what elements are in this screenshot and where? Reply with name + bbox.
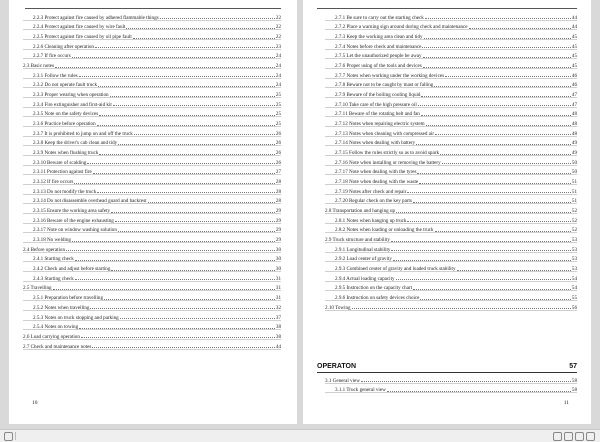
toc-entry-title: 2.7.7 Notes when working under the working devices: [335, 72, 445, 79]
toc-entry[interactable]: [23, 88, 281, 98]
toc-entry-title: 2.7.15 Follow the rules strictly so as to avoid spark: [335, 150, 439, 157]
toc-entry-page: 26: [275, 130, 281, 137]
toc-entry-title: 2.2.7 If fire occurs: [33, 53, 71, 60]
toc-entry[interactable]: [325, 11, 577, 21]
toc-entry[interactable]: [23, 262, 281, 272]
toc-entry-title: 2.3.12 If fire occurs: [33, 179, 74, 186]
toc-entry-page: 45: [571, 34, 577, 41]
toc-entry-page: 45: [571, 43, 577, 50]
toc-entry-page: 24: [275, 53, 281, 60]
toc-entry-page: 38: [275, 333, 281, 340]
chapter-heading[interactable]: [317, 360, 577, 373]
toc-entry-page: 47: [571, 92, 577, 99]
toc-entry-title: 2.3.2 Do not operate fault truck: [33, 82, 98, 89]
toc-entry[interactable]: [23, 233, 281, 243]
toc-entry-page: 44: [571, 14, 577, 21]
toc-entry-page: 55: [571, 295, 577, 302]
toc-entry-title: 2.3.7 It is prohibited to jump on and off the truck: [33, 130, 133, 137]
toc-entry-title: 2.3 Basic notes: [23, 63, 54, 70]
toc-entry-title: 2.3.18 No welding: [33, 237, 71, 244]
toc-entry[interactable]: [325, 282, 577, 292]
toc-entry-page: 29: [275, 208, 281, 215]
toc-entry-title: 2.2.5 Protect against fire caused by oil pipe fault: [33, 34, 132, 41]
toc-entry[interactable]: [325, 185, 577, 195]
toc-entry-title: 2.7.1 Be sure to carry out the starting check: [335, 14, 424, 21]
toc-entry-title: 2.7.19 Notes after check and repair: [335, 188, 407, 195]
toc-entry[interactable]: [325, 117, 577, 127]
toc-entry[interactable]: [23, 137, 281, 147]
toc-entry-title: 2.8 Transportation and hanging up: [325, 208, 396, 215]
page-number-right: 11: [563, 400, 569, 406]
chapter-page: 57: [569, 362, 577, 370]
toc-entry-title: 2.7.10 Take care of the high pressure oil: [335, 101, 417, 108]
toc-entry-title: 2.3.11 Protection against fire: [33, 169, 92, 176]
toc-entry-title: 2.7.11 Beware of the rotating belt and fan: [335, 111, 420, 118]
toc-entry[interactable]: [23, 146, 281, 156]
toc-entry[interactable]: [325, 108, 577, 118]
toc-entry-page: 44: [275, 343, 281, 350]
toc-entry[interactable]: [325, 50, 577, 60]
toc-entry[interactable]: [23, 330, 281, 340]
chapter-title: OPERATON: [317, 362, 357, 370]
toc-entry-title: 3.1 General view: [325, 377, 360, 384]
toc-entry[interactable]: [23, 79, 281, 89]
toc-entry-title: 2.7.14 Notes when dealing with battery: [335, 140, 416, 147]
toc-entry-title: 2.7.5 Let the unauthorized people be away: [335, 53, 422, 60]
toc-entry[interactable]: [23, 272, 281, 282]
toc-entry-page: 53: [571, 266, 577, 273]
toc-entry-page: 29: [275, 237, 281, 244]
toc-entry[interactable]: [325, 88, 577, 98]
toc-entry-page: 46: [571, 72, 577, 79]
row-rule: [325, 310, 577, 311]
toc-entry[interactable]: [23, 185, 281, 195]
toc-entry[interactable]: [325, 79, 577, 89]
toc-entry-page: 31: [275, 295, 281, 302]
toc-entry-page: 53: [571, 237, 577, 244]
toc-entry-title: 2.6 Load carrying operation: [23, 333, 80, 340]
toc-entry-page: 23: [275, 43, 281, 50]
page-number-left: 10: [32, 400, 38, 406]
toc-entry-title: 2.7.20 Regular check on the key parts: [335, 198, 412, 205]
toc-entry-title: 2.3.14 Do not disassemble overhead guard and backrest: [33, 198, 147, 205]
toc-entry-title: 2.3.6 Practice before operation: [33, 121, 96, 128]
toc-entry-page: 26: [275, 150, 281, 157]
toc-entry[interactable]: [325, 253, 577, 263]
toc-entry-page: 25: [275, 101, 281, 108]
toc-entry[interactable]: [23, 21, 281, 31]
toc-entry-title: 2.2.6 Cleaning after operation: [33, 43, 94, 50]
toc-entry-title: 2.3.16 Beware of the engine exhausting: [33, 217, 114, 224]
toc-entry[interactable]: [23, 224, 281, 234]
toc-entry-title: 2.9.3 Combined center of gravity and loaded truck stability: [335, 266, 456, 273]
toc-entry-title: 2.3.4 Fire extinguisher and first-aid kit: [33, 101, 112, 108]
toc-entry[interactable]: [23, 117, 281, 127]
toc-entry-title: 2.5 Travelling: [23, 285, 52, 292]
toc-entry-page: 26: [275, 140, 281, 147]
toc-entry-title: 2.3.9 Notes when flushing truck: [33, 150, 99, 157]
toc-entry[interactable]: [325, 146, 577, 156]
toc-entry-title: 2.4.1 Starting check: [33, 256, 74, 263]
toc-entry-page: 28: [275, 179, 281, 186]
toc-entry-title: 2.7.17 Note when dealing with the tyres: [335, 169, 417, 176]
toc-list-left: [23, 11, 281, 350]
toc-entry-title: 2.9.6 Instruction on safety devices choice: [335, 295, 420, 302]
toc-entry[interactable]: [325, 137, 577, 147]
toc-entry-title: 2.9.1 Longitudinal stability: [335, 246, 391, 253]
toc-entry[interactable]: [325, 272, 577, 282]
toc-entry[interactable]: [325, 98, 577, 108]
toc-entry-page: 52: [571, 227, 577, 234]
toc-entry-title: 2.7.4 Notes before check and maintenance: [335, 43, 422, 50]
toc-entry[interactable]: [325, 384, 577, 394]
toc-entry[interactable]: [23, 127, 281, 137]
toc-entry[interactable]: [325, 175, 577, 185]
toc-entry-page: 48: [571, 130, 577, 137]
toc-entry-page: 25: [275, 121, 281, 128]
toc-entry-page: 27: [275, 169, 281, 176]
toc-entry-title: 2.9.4 Actual loading capacity: [335, 275, 395, 282]
single-page-icon[interactable]: [553, 432, 562, 441]
toc-entry-title: 2.3.10 Beware of scalding: [33, 159, 87, 166]
toc-entry-page: 51: [571, 198, 577, 205]
toc-entry-title: 2.4.3 Starting check: [33, 275, 74, 282]
toc-entry-page: 44: [571, 24, 577, 31]
toc-entry-title: 2.5.3 Notes on truck stopping and parking: [33, 314, 119, 321]
toc-entry-title: 2.7.12 Notes when repairing electric system: [335, 121, 425, 128]
toc-entry-title: 2.2.3 Protect against fire caused by adhered flammable things: [33, 14, 159, 21]
fullscreen-icon[interactable]: [586, 432, 595, 441]
toc-entry-title: 2.4 Before operation: [23, 246, 66, 253]
toc-entry-page: 29: [275, 217, 281, 224]
toc-entry[interactable]: [23, 253, 281, 263]
toc-entry-title: 2.7.6 Proper using of the tools and devices: [335, 63, 422, 70]
toc-entry[interactable]: [325, 374, 577, 384]
toc-entry[interactable]: [325, 243, 577, 253]
toolbar-separator: [15, 432, 16, 440]
toc-entry-title: 2.7.9 Beware of the boiling cooling liquid: [335, 92, 421, 99]
toc-entry-page: 24: [275, 72, 281, 79]
toc-entry-page: 49: [571, 140, 577, 147]
toc-entry-title: 2.4.2 Check and adjust before starting: [33, 266, 111, 273]
toc-entry-page: 24: [275, 82, 281, 89]
toc-entry[interactable]: [325, 233, 577, 243]
toc-entry[interactable]: [23, 214, 281, 224]
toc-entry[interactable]: [325, 21, 577, 31]
page-view-icon[interactable]: [4, 432, 13, 441]
toc-entry[interactable]: [325, 214, 577, 224]
toc-entry-title: 2.3.5 Note on the safety devices: [33, 111, 99, 118]
toc-entry-title: 2.7.16 Note when installing or removing the battery: [335, 159, 441, 166]
top-rule: [317, 8, 577, 9]
toc-entry[interactable]: [23, 59, 281, 69]
toc-entry-page: 46: [571, 82, 577, 89]
toc-entry-page: 50: [571, 159, 577, 166]
toc-entry-page: 30: [275, 246, 281, 253]
toc-entry[interactable]: [23, 69, 281, 79]
toc-entry-title: 2.3.15 Ensure the working area safety: [33, 208, 111, 215]
toc-entry-title: 2.3.1 Follow the rules: [33, 72, 78, 79]
toc-entry[interactable]: [325, 291, 577, 301]
toc-entry[interactable]: [325, 59, 577, 69]
toc-entry-page: 49: [571, 150, 577, 157]
toc-entry-page: 52: [571, 217, 577, 224]
toc-list-right: [325, 11, 577, 311]
toc-entry[interactable]: [23, 11, 281, 21]
left-page: [9, 0, 297, 424]
toc-entry-page: 30: [275, 256, 281, 263]
toc-entry-title: 2.7.2 Place a warning sign around during check and maintenance: [335, 24, 468, 31]
toc-entry-page: 29: [275, 227, 281, 234]
toc-entry-page: 50: [571, 169, 577, 176]
toc-entry-page: 28: [275, 188, 281, 195]
toc-entry-title: 2.3.3 Proper wearing when operation: [33, 92, 109, 99]
toc-entry-page: 31: [275, 275, 281, 282]
toc-entry-title: 2.3.13 Do not modify the truck: [33, 188, 97, 195]
toc-entry[interactable]: [325, 30, 577, 40]
toc-entry[interactable]: [325, 262, 577, 272]
toc-entry[interactable]: [23, 195, 281, 205]
toc-entry-title: 3.1.1 Truck general view: [335, 387, 386, 394]
toc-entry[interactable]: [325, 156, 577, 166]
toc-entry[interactable]: [23, 40, 281, 50]
toc-entry-title: 2.8.1 Notes when hanging up truck: [335, 217, 407, 224]
toc-entry-page: 31: [275, 285, 281, 292]
toc-entry[interactable]: [325, 195, 577, 205]
toc-entry[interactable]: [23, 30, 281, 40]
toc-entry-title: 2.9.2 Load center of gravity: [335, 256, 392, 263]
toc-entry-page: 54: [571, 285, 577, 292]
toc-entry[interactable]: [325, 40, 577, 50]
toc-entry[interactable]: [325, 69, 577, 79]
toc-entry-page: 37: [275, 314, 281, 321]
toc-entry-title: 2.5.1 Preparation before travelling: [33, 295, 104, 302]
toc-entry-page: 24: [275, 63, 281, 70]
toc-entry-page: 30: [275, 266, 281, 273]
toc-entry[interactable]: [23, 243, 281, 253]
toc-entry-title: 2.7.13 Notes when cleaning with compressed air: [335, 130, 435, 137]
toc-list-chapter: [325, 374, 577, 393]
toc-entry-title: 2.9.5 Instruction on the capacity chart: [335, 285, 413, 292]
toc-entry[interactable]: [23, 50, 281, 60]
toc-entry[interactable]: [23, 282, 281, 292]
toc-entry[interactable]: [325, 166, 577, 176]
toc-entry[interactable]: [23, 175, 281, 185]
scroll-icon[interactable]: [575, 432, 584, 441]
toc-entry[interactable]: [23, 166, 281, 176]
toc-entry-page: 48: [571, 121, 577, 128]
toc-entry[interactable]: [325, 224, 577, 234]
toc-entry-page: 22: [275, 24, 281, 31]
viewer-status-bar: [0, 429, 600, 442]
toc-entry[interactable]: [23, 311, 281, 321]
toc-entry-page: 25: [275, 111, 281, 118]
toc-entry-page: 52: [571, 208, 577, 215]
toc-entry-page: 26: [275, 159, 281, 166]
toc-entry-page: 47: [571, 101, 577, 108]
toc-entry-page: 25: [275, 92, 281, 99]
toc-entry-page: 48: [571, 111, 577, 118]
toc-entry-page: 45: [571, 63, 577, 70]
toc-entry[interactable]: [23, 204, 281, 214]
toc-entry-page: 58: [571, 387, 577, 394]
toc-entry-title: 2.5.2 Notes when travelling: [33, 304, 90, 311]
toc-entry-page: 28: [275, 198, 281, 205]
toc-entry-title: 2.5.4 Notes on towing: [33, 324, 79, 331]
toc-entry-title: 2.2.4 Protect against fire caused by wire fault: [33, 24, 126, 31]
toc-entry[interactable]: [23, 340, 281, 350]
toc-entry-title: 2.7.18 Note when dealing with the waste: [335, 179, 419, 186]
toc-entry[interactable]: [23, 98, 281, 108]
row-rule: [23, 349, 281, 350]
toc-entry-page: 51: [571, 179, 577, 186]
toc-entry-page: 54: [571, 275, 577, 282]
toc-entry-page: 53: [571, 256, 577, 263]
toc-entry[interactable]: [23, 291, 281, 301]
toc-entry-title: 2.7.3 Keep the working area clean and tidy: [335, 34, 423, 41]
two-page-icon[interactable]: [564, 432, 573, 441]
toc-entry[interactable]: [23, 301, 281, 311]
toc-entry-title: 2.10 Towing: [325, 304, 351, 311]
toc-entry-title: 2.7 Check and maintenance notes: [23, 343, 92, 350]
toc-entry-title: 2.9 Truck structure and stability: [325, 237, 390, 244]
toc-entry[interactable]: [325, 127, 577, 137]
toc-entry[interactable]: [23, 108, 281, 118]
toc-entry-title: 2.3.17 Note on window washing solution: [33, 227, 117, 234]
toc-entry-page: 32: [275, 304, 281, 311]
toc-entry-page: 45: [571, 53, 577, 60]
toc-entry-page: 58: [571, 377, 577, 384]
row-rule: [325, 392, 577, 393]
toc-entry-page: 53: [571, 246, 577, 253]
toc-entry-page: 22: [275, 14, 281, 21]
toc-entry-title: 2.8.2 Notes when loading or unloading the truck: [335, 227, 434, 234]
toc-entry-title: 2.7.8 Beware not to be caught by mast or falling: [335, 82, 434, 89]
toc-entry[interactable]: [23, 156, 281, 166]
toc-entry-page: 51: [571, 188, 577, 195]
right-page: [303, 0, 591, 424]
toc-entry[interactable]: [325, 204, 577, 214]
top-rule: [25, 8, 281, 9]
toc-entry-page: 38: [275, 324, 281, 331]
toc-entry[interactable]: [23, 321, 281, 331]
toc-entry-page: 22: [275, 34, 281, 41]
toc-entry-page: 56: [571, 304, 577, 311]
toc-entry-title: 2.3.8 Keep the driver's cab clean and tidy: [33, 140, 118, 147]
toc-entry[interactable]: [325, 301, 577, 311]
